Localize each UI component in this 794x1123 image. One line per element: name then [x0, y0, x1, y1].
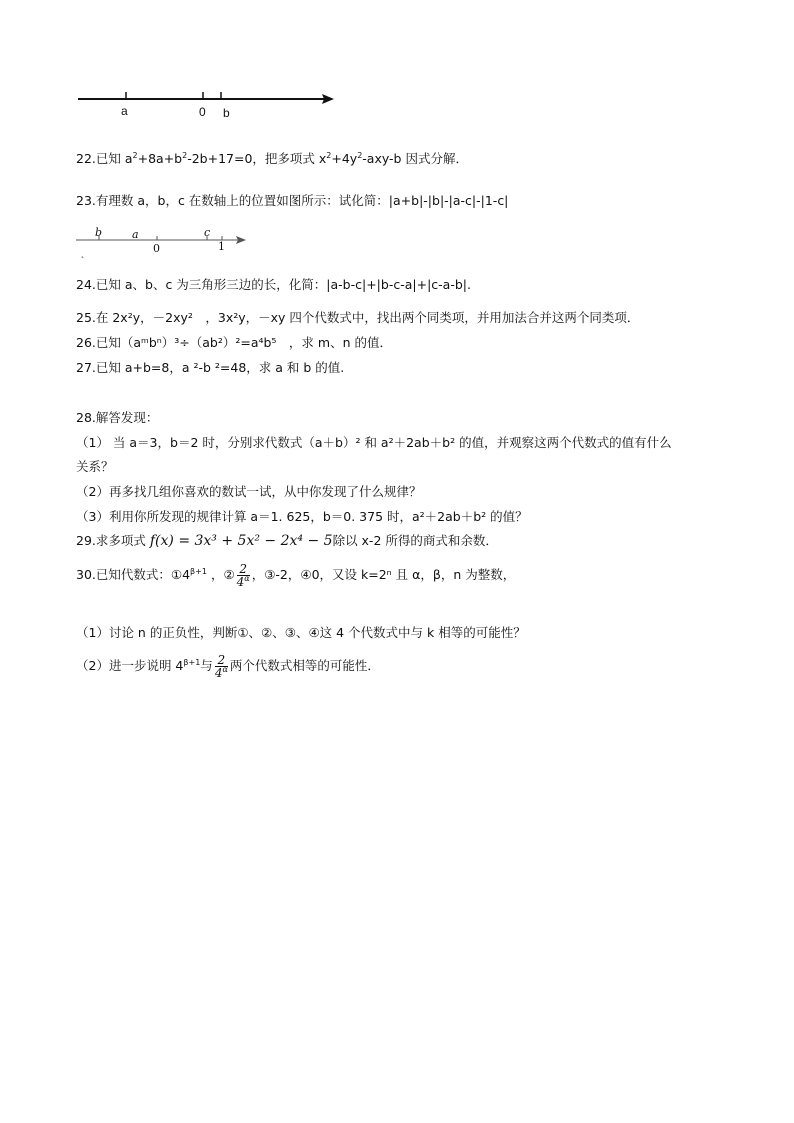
- question-28-title: 28.解答发现：: [76, 410, 159, 425]
- question-28-part-2: （2）再多找几组你喜欢的数试一试，从中你发现了什么规律？: [76, 484, 422, 499]
- question-30-exp-1: β+1: [190, 567, 207, 576]
- number-line-2-label-0: 0: [153, 242, 160, 255]
- number-line-2-label-c: c: [204, 226, 211, 239]
- fraction-numerator: 2: [237, 563, 250, 576]
- number-line-2-label-a: a: [132, 228, 139, 241]
- number-line-1-label-a: a: [121, 104, 128, 118]
- question-28-part-3: （3）利用你所发现的规律计算 a＝1. 625，b＝0. 375 时，a²＋2ab＋b² 的值？: [76, 509, 528, 524]
- question-23: 23.有理数 a，b，c 在数轴上的位置如图所示：试化简：|a+b|-|b|-|a-c|-|1-c|: [76, 193, 509, 208]
- svg-text:˛: ˛: [80, 248, 85, 259]
- question-29-suffix: 除以 x-2 所得的商式和余数．: [332, 533, 498, 548]
- question-30-part-1: （1）讨论 n 的正负性，判断①、②、③、④这 4 个代数式中与 k 相等的可能性？: [76, 625, 526, 640]
- question-30-part-2-fraction: $\frac{2}{4^\alpha}$: [214, 652, 228, 680]
- question-30-part-2: （2）进一步说明 $4^{\beta+1}$与 $\frac{2}{4^\alpha}$ 两个代数式相等的可能性．: [76, 652, 380, 680]
- fraction-denominator: $4^\alpha$: [236, 573, 250, 589]
- question-28-part-1-cont: 关系？: [76, 459, 114, 474]
- number-line-1: [70, 85, 345, 125]
- number-line-1-label-0: 0: [199, 105, 206, 119]
- question-26: 26.已知（aᵐbⁿ）³÷（ab²）²=a⁴b⁵ ，求 m、n 的值．: [76, 335, 392, 350]
- question-30-fraction: [237, 563, 250, 589]
- question-22: 22.已知 $a^2+8a+b^2-2b+17=0$，把多项式 $x^2+4y^2-axy-b$ 因式分解．: [76, 151, 468, 166]
- question-30-mid-2: ，③-2，④0，又设 k=2ⁿ 且 α，β，n 为整数，: [251, 567, 516, 582]
- question-24: 24.已知 a、b、c 为三角形三边的长，化简：|a-b-c|+|b-c-a|+|c-a-b|.: [76, 277, 471, 292]
- question-29-formula: f(x) = 3x³ + 5x² − 2x⁴ − 5: [149, 533, 333, 549]
- question-30: [76, 562, 515, 589]
- question-30-prefix: 30.已知代数式：①4: [76, 567, 191, 582]
- question-28-part-1: （1） 当 a＝3，b＝2 时，分别求代数式（a＋b）² 和 a²＋2ab＋b² 的值，并观察这两个代数式的值有什么: [76, 435, 672, 450]
- question-27: 27.已知 a+b=8，a ²-b ²=48，求 a 和 b 的值.: [76, 360, 345, 375]
- question-30-mid-1: ，②: [210, 567, 235, 582]
- number-line-2-label-1: 1: [218, 240, 225, 253]
- number-line-2-label-b: b: [95, 226, 103, 239]
- question-25: 25.在 2x²y，－2xy² ，3x²y，－xy 四个代数式中，找出两个同类项，并用加法合并这两个同类项．: [76, 310, 640, 325]
- number-line-1-label-b: b: [223, 106, 230, 120]
- question-29-prefix: 29.求多项式: [76, 533, 146, 548]
- question-29: [76, 532, 498, 550]
